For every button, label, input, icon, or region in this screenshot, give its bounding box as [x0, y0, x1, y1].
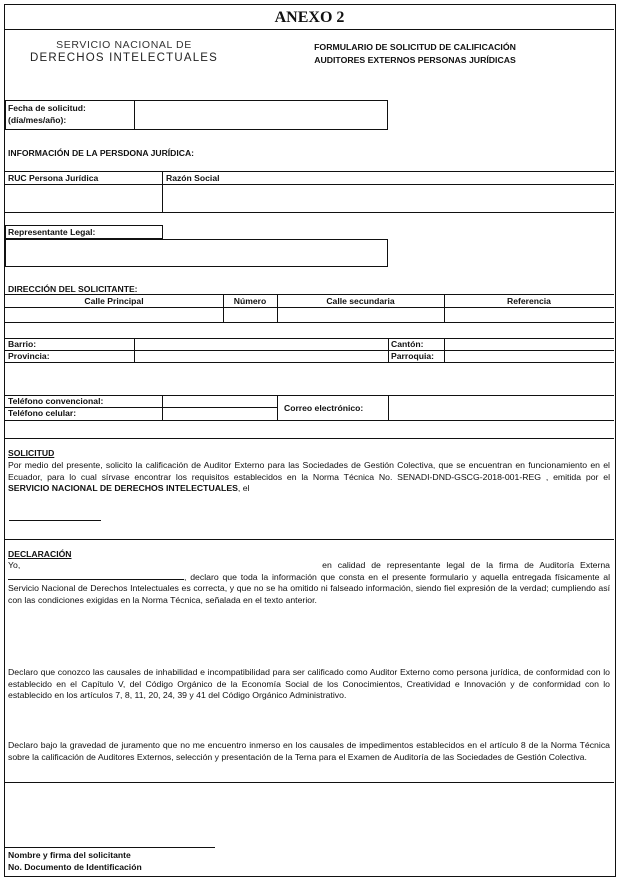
calle-secundaria-field[interactable]	[278, 308, 443, 321]
info-section-heading: INFORMACIÓN DE LA PERSDONA JURÍDICA:	[8, 148, 195, 158]
declaracion-divider	[5, 539, 614, 540]
logo-line-2: DERECHOS INTELECTUALES	[29, 52, 219, 64]
barrio-bottom-line	[5, 362, 614, 363]
telefono-convencional-label: Teléfono convencional:	[8, 396, 104, 406]
form-title	[281, 41, 549, 67]
ruc-label: RUC Persona Jurídica	[8, 173, 99, 183]
solicitud-text-bold: SERVICIO NACIONAL DE DERECHOS INTELECTUALES	[8, 483, 238, 494]
canton-field[interactable]	[445, 339, 613, 350]
declaracion-yo: Yo,	[8, 560, 21, 570]
declaracion-text-a: en calidad de representante legal de la firma de Auditoría Externa	[322, 560, 610, 570]
canton-label: Cantón:	[391, 339, 424, 349]
addr-top-line	[5, 294, 614, 295]
ruc-bottom-line	[5, 212, 614, 213]
solicitud-heading: SOLICITUD	[8, 448, 55, 458]
solicitud-divider	[5, 438, 614, 439]
razon-social-label: Razón Social	[166, 173, 220, 183]
declaracion-paragraph-1	[8, 560, 610, 606]
header-divider	[5, 29, 614, 30]
parroquia-field[interactable]	[445, 351, 613, 362]
senadi-logo	[19, 39, 229, 65]
barrio-field[interactable]	[135, 339, 387, 350]
razon-social-field[interactable]	[163, 185, 613, 211]
firma-auditoria-blank[interactable]	[8, 579, 184, 580]
annex-title: ANEXO 2	[274, 9, 345, 26]
correo-field[interactable]	[389, 396, 613, 419]
col-calle-principal: Calle Principal	[84, 296, 144, 306]
fecha-field[interactable]	[135, 101, 387, 129]
solicitud-text-before: Por medio del presente, solicito la calificación de Auditor Externo para las Sociedades de Gestión Colectiva, que se encuentran en funcionamiento en el Ecuador, para lo cual sírvase encontrar los requisitos establecidos en la Norma Técnica No. SENADI-DND-GSCG-2018-001-REG , emitida por el	[8, 460, 610, 482]
ruc-top-line	[5, 171, 614, 172]
col-numero: Número	[233, 296, 267, 306]
representante-field[interactable]	[5, 239, 388, 267]
direccion-section-heading: DIRECCIÓN DEL SOLICITANTE:	[8, 284, 138, 294]
telefono-celular-label: Teléfono celular:	[8, 408, 77, 418]
signature-area[interactable]	[6, 783, 612, 846]
telefono-celular-field[interactable]	[163, 408, 276, 419]
declaracion-text-b: , declaro que toda la información que consta en el presente formulario y aquella entregada físicamente al Servicio Nacional de Derechos Intelectuales es correcta, y que no se ha omitido ni falseado información, siendo fiel expresión de la verdad; cumpliendo así con las condiciones exigidas en la Norma Técnica, señalada en el texto anterior.	[8, 571, 610, 605]
provincia-field[interactable]	[135, 351, 387, 362]
declarante-name-blank[interactable]	[26, 567, 316, 568]
phone-divider-2	[277, 395, 278, 420]
barrio-label: Barrio:	[8, 339, 37, 349]
form-title-line-1: FORMULARIO DE SOLICITUD DE CALIFICACIÓN	[314, 42, 516, 52]
logo-line-1: SERVICIO NACIONAL DE	[56, 39, 192, 51]
solicitud-text-after: , el	[237, 483, 250, 494]
addr-bottom-line	[5, 322, 614, 323]
form-page	[4, 4, 616, 877]
parroquia-label: Parroquia:	[391, 351, 434, 361]
representante-label: Representante Legal:	[8, 227, 96, 237]
solicitud-text	[8, 460, 610, 495]
referencia-field[interactable]	[445, 308, 613, 321]
col-calle-secundaria: Calle secundaria	[326, 296, 395, 306]
signature-name-label: Nombre y firma del solicitante	[8, 850, 131, 860]
fecha-label-1: Fecha de solicitud:	[8, 103, 86, 113]
form-title-line-2: AUDITORES EXTERNOS PERSONAS JURÍDICAS	[314, 55, 516, 65]
signature-id-label: No. Documento de Identificación	[8, 862, 142, 872]
ruc-field[interactable]	[6, 185, 161, 211]
barrio-divider-2	[388, 338, 389, 362]
signature-line	[5, 847, 215, 848]
phone-bottom-line	[5, 420, 614, 421]
fecha-label-2: (día/mes/año):	[8, 115, 67, 125]
calle-principal-field[interactable]	[6, 308, 222, 321]
telefono-convencional-field[interactable]	[163, 396, 276, 407]
numero-field[interactable]	[224, 308, 276, 321]
col-referencia: Referencia	[507, 296, 551, 306]
declaracion-paragraph-3: Declaro bajo la gravedad de juramento que no me encuentro inmerso en los causales de impedimentos establecidos en el artículo 8 de la Norma Técnica sobre la calificación de Auditores Externos, selección y presentación de la Terna para el Examen de Auditoría de las Sociedades de Gestión Colectiva.	[8, 740, 610, 762]
declaracion-paragraph-2: Declaro que conozco las causales de inhabilidad e incompatibilidad para ser calificado como Auditor Externo como persona jurídica, de conformidad con lo establecido en el Capítulo V, del Código Orgánico de la Economía Social de los Conocimientos, Creatividad e Innovación y de conformidad con lo establecido en los artículos 7, 8, 11, 20, 24, 39 y 41 del Código Orgánico Administrativo.	[8, 667, 610, 701]
solicitud-fill-line[interactable]	[9, 520, 101, 521]
provincia-label: Provincia:	[8, 351, 50, 361]
correo-label: Correo electrónico:	[284, 403, 364, 413]
declaracion-heading: DECLARACIÓN	[8, 549, 72, 559]
